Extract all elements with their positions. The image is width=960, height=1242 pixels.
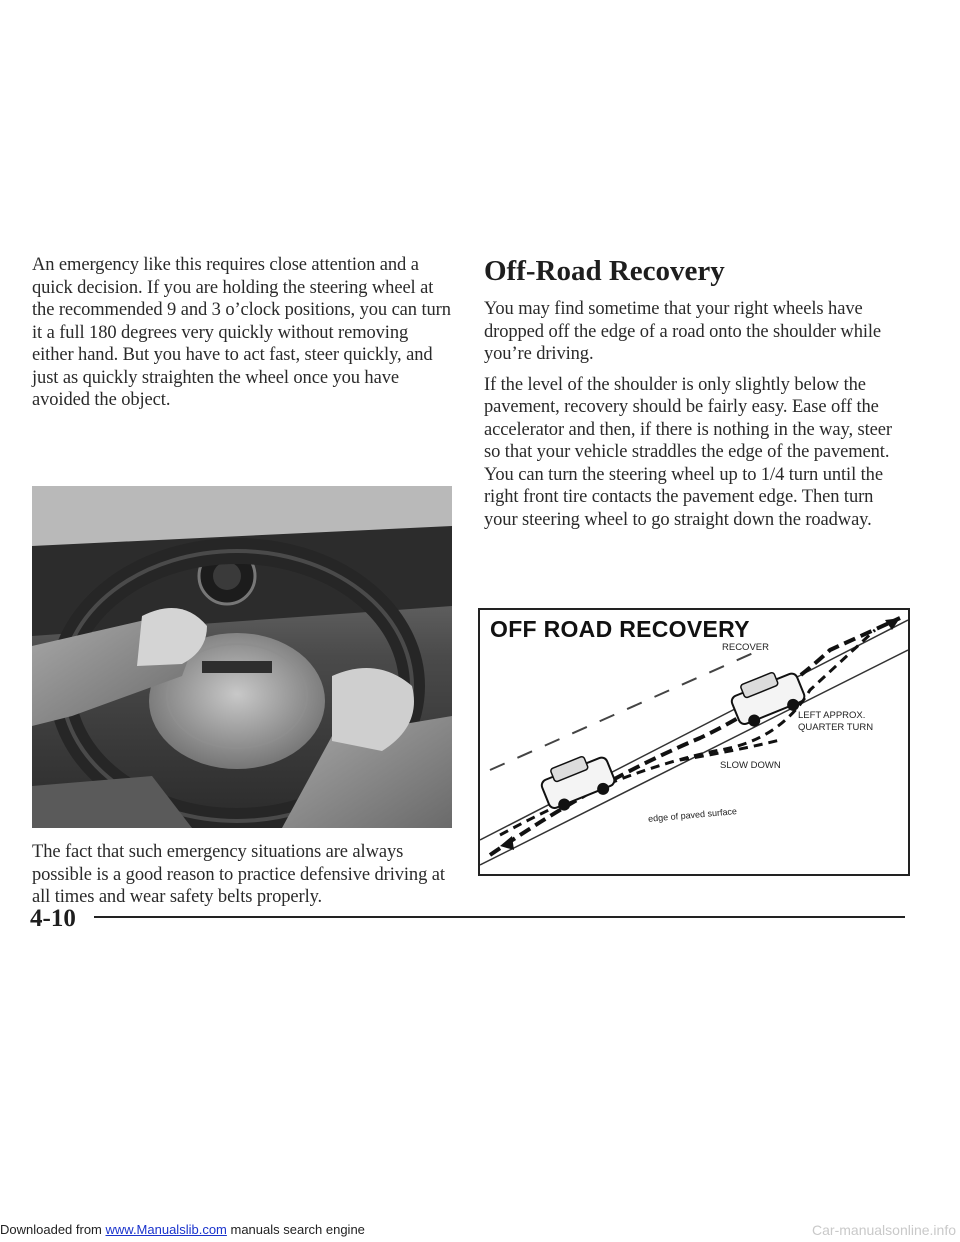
watermark: Car-manualsonline.info bbox=[812, 1222, 956, 1238]
steering-wheel-photo bbox=[32, 486, 452, 828]
footer-link[interactable]: www.Manualslib.com bbox=[105, 1222, 227, 1237]
label-quarter-turn: QUARTER TURN bbox=[798, 722, 874, 733]
label-slow-down: SLOW DOWN bbox=[720, 760, 781, 771]
diagram-title: OFF ROAD RECOVERY bbox=[490, 616, 750, 642]
paragraph-shoulder-drop: You may find sometime that your right wheels have dropped off the edge of a road onto the shoulder while you’re driving. bbox=[484, 299, 882, 364]
intro-paragraph: An emergency like this requires close attention and a quick decision. If you are holding the steering wheel at the recommended 9 and 3 o’clock positions, you can turn it a full 180 degrees very quickly without removing either hand. But you have to act fast, steer quickly, and just as quickly straighten the wheel once you have avoided the object. bbox=[32, 255, 451, 410]
label-left-approx: LEFT APPROX. bbox=[798, 710, 866, 721]
label-edge-of-paved-surface: edge of paved surface bbox=[647, 806, 738, 824]
page-number: 4-10 bbox=[30, 905, 76, 932]
section-heading: Off-Road Recovery bbox=[484, 255, 725, 287]
page-rule bbox=[94, 916, 905, 918]
closing-text-block bbox=[32, 841, 456, 909]
left-column bbox=[32, 254, 452, 412]
download-footer bbox=[0, 1222, 365, 1237]
right-column bbox=[484, 254, 909, 531]
footer-prefix: Downloaded from bbox=[0, 1222, 106, 1237]
paragraph-recovery-steps: If the level of the shoulder is only slightly below the pavement, recovery should be fairly easy. Ease off the accelerator and then, if there is nothing in the way, steer so that your vehicle straddles the edge of the pavement. You can turn the steering wheel up to 1/4 turn until the right front tire contacts the pavement edge. Then turn your steering wheel to go straight down the roadway. bbox=[484, 374, 892, 530]
label-recover: RECOVER bbox=[722, 642, 769, 653]
closing-paragraph: The fact that such emergency situations are always possible is a good reason to practice defensive driving at all times and wear safety belts properly. bbox=[32, 842, 445, 907]
off-road-recovery-diagram bbox=[478, 608, 910, 876]
footer-suffix: manuals search engine bbox=[226, 1222, 365, 1237]
